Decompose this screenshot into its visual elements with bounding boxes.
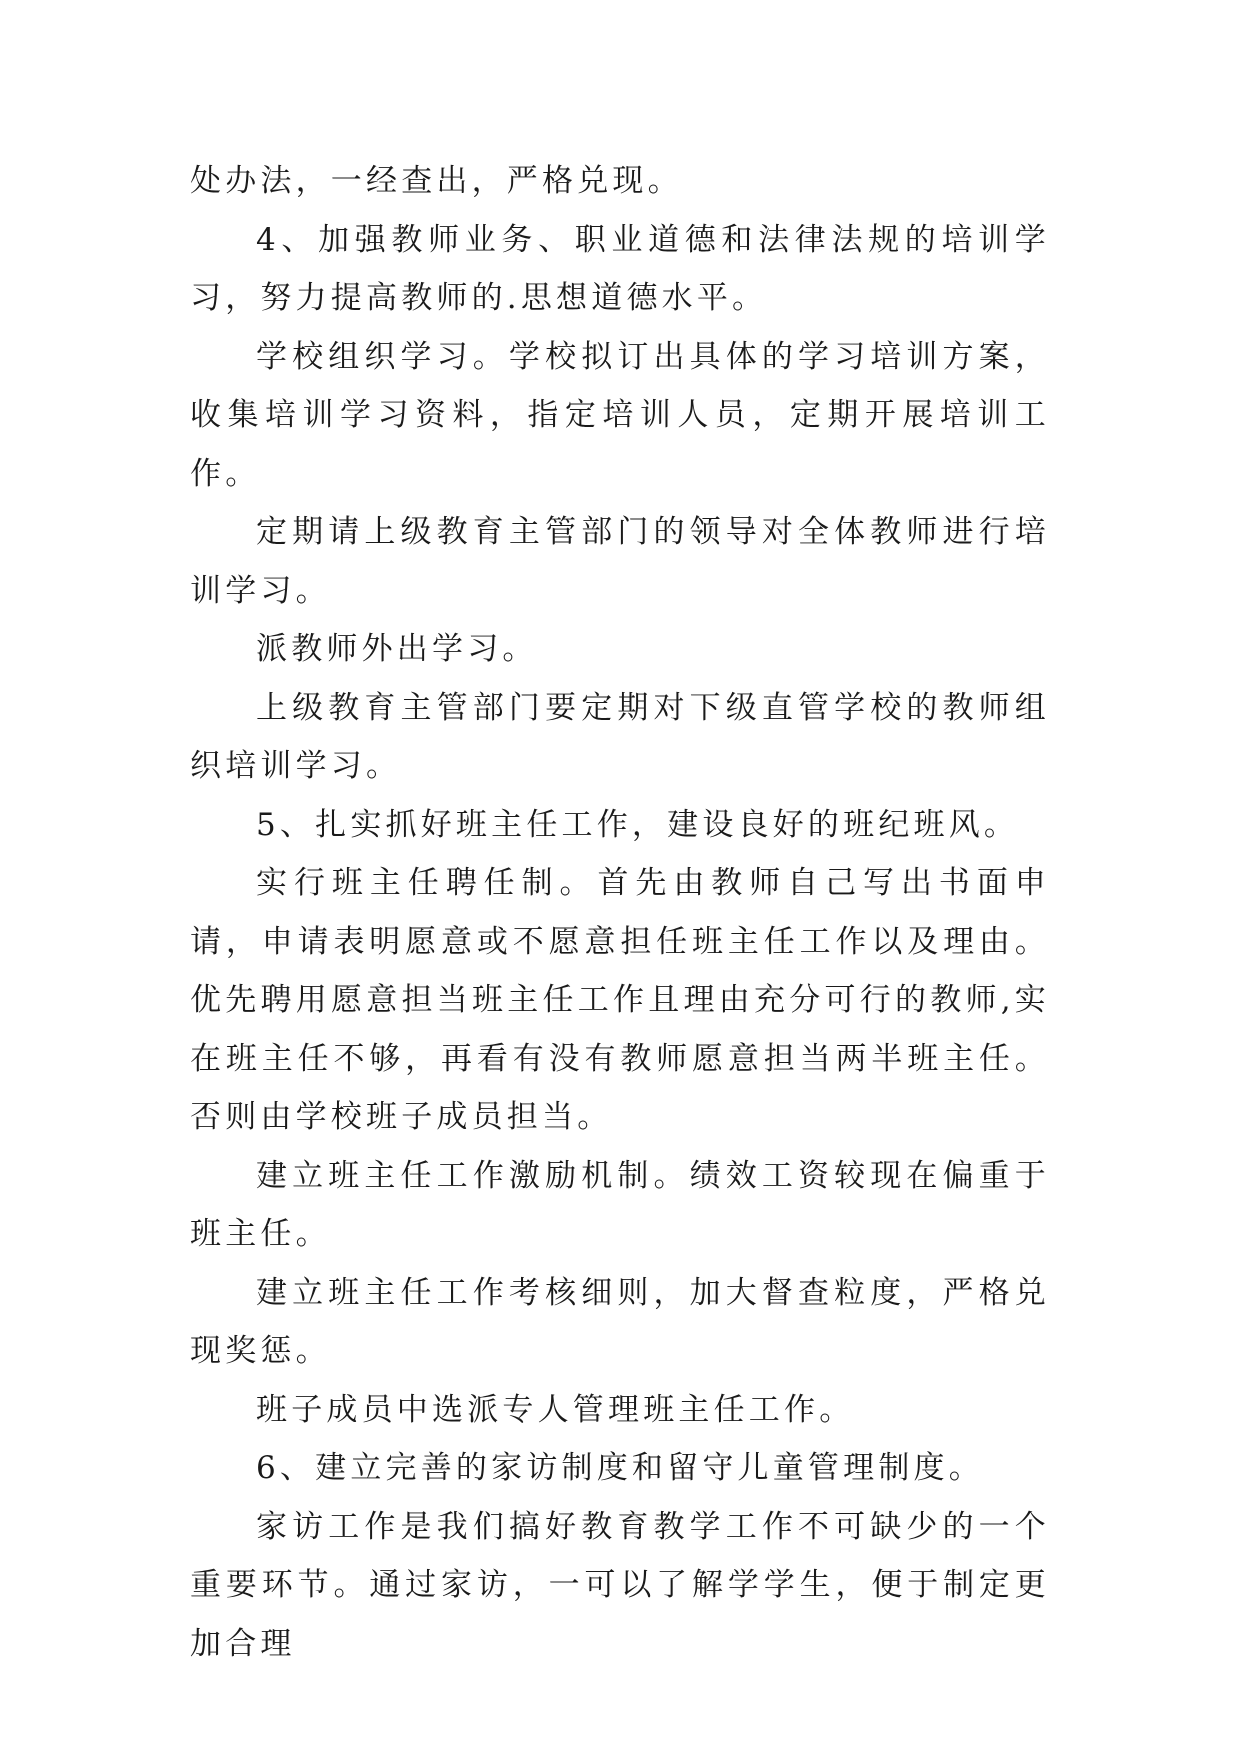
- paragraph: 4、加强教师业务、职业道德和法律法规的培训学习，努力提高教师的.思想道德水平。: [190, 221, 1050, 316]
- paragraph: 建立班主任工作考核细则，加大督查粒度，严格兑现奖惩。: [190, 1274, 1050, 1369]
- paragraph: 实行班主任聘任制。首先由教师自己写出书面申请，申请表明愿意或不愿意担任班主任工作以及理由。优先聘用愿意担当班主任工作且理由充分可行的教师,实在班主任不够，再看有没有教师愿意担当两半班主任。否则由学校班子成员担当。: [190, 865, 1050, 1135]
- paragraph: 5、扎实抓好班主任工作，建设良好的班纪班风。: [256, 806, 1020, 843]
- paragraph: 上级教育主管部门要定期对下级直管学校的教师组织培训学习。: [190, 689, 1050, 784]
- document-body: [190, 152, 1050, 1673]
- paragraph: 6、建立完善的家访制度和留守儿童管理制度。: [256, 1450, 984, 1486]
- paragraph: 派教师外出学习。: [256, 631, 538, 667]
- paragraph: 建立班主任工作激励机制。绩效工资较现在偏重于班主任。: [190, 1157, 1050, 1252]
- paragraph: 班子成员中选派专人管理班主任工作。: [256, 1391, 855, 1428]
- paragraph: 学校组织学习。学校拟订出具体的学习培训方案，收集培训学习资料，指定培训人员，定期开展培训工作。: [190, 338, 1050, 492]
- paragraph: 家访工作是我们搞好教育教学工作不可缺少的一个重要环节。通过家访，一可以了解学学生，便于制定更加合理: [190, 1508, 1050, 1662]
- paragraph: 处办法，一经查出，严格兑现。: [190, 163, 683, 199]
- paragraph: 定期请上级教育主管部门的领导对全体教师进行培训学习。: [190, 514, 1050, 609]
